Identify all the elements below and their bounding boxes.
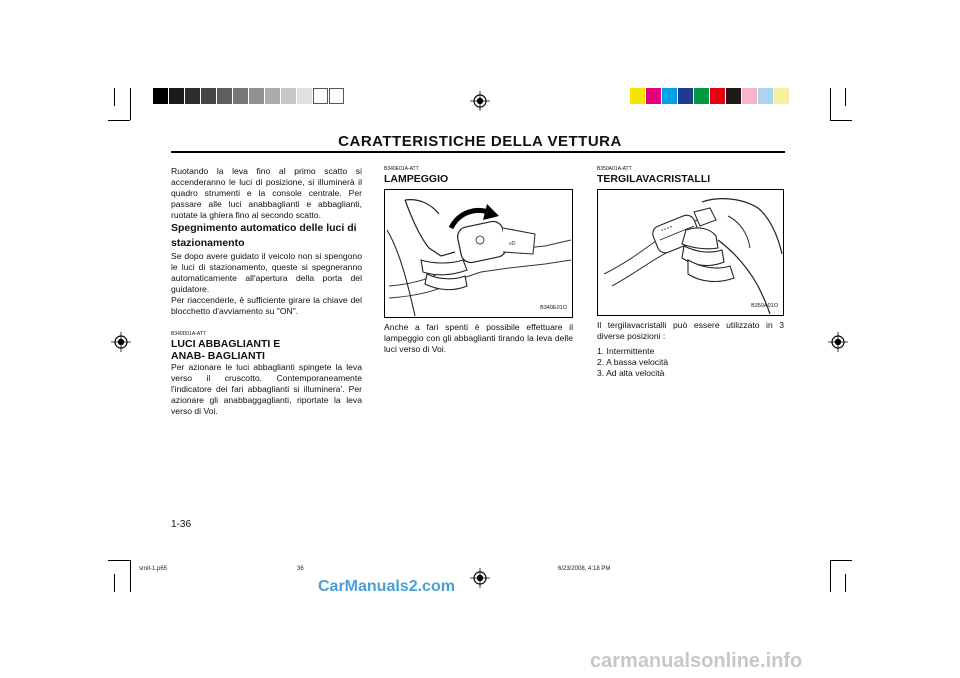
footer-date: 6/23/2008, 4:18 PM: [558, 566, 611, 572]
paragraph: Anche a fari spenti è possibile effettuare il lampeggio con gli abbaglianti tirando la leva delle luci verso di Voi.: [384, 322, 573, 354]
page-title: CARATTERISTICHE DELLA VETTURA: [338, 133, 622, 150]
crop-mark: [108, 560, 130, 561]
left-column: [171, 166, 362, 417]
section-heading: Spegnimento automatico delle luci di stazionamento: [171, 222, 357, 249]
color-swatch: [694, 88, 709, 104]
svg-text:• ▪ ▪ ▪: • ▪ ▪ ▪: [660, 224, 674, 234]
color-swatch: [233, 88, 248, 104]
color-swatch: [646, 88, 661, 104]
crop-mark: [130, 88, 131, 120]
list-item: 1. Intermittente: [597, 346, 655, 356]
watermark-link[interactable]: CarManuals2.com: [318, 578, 455, 595]
color-swatch: [710, 88, 725, 104]
crop-mark: [130, 560, 131, 592]
color-swatch: [774, 88, 789, 104]
color-swatch: [742, 88, 757, 104]
color-swatch: [726, 88, 741, 104]
hand-lever-illustration-icon: [385, 190, 572, 317]
paragraph: Ruotando la leva fino al primo scatto si accenderanno le luci di posizione, si illuminerà il quadro strumenti e la console centrale. Per passare alle luci anabbaglianti e abbaglianti, ruotate la ghiera fino al secondo scatto.: [171, 166, 362, 220]
crop-mark: [830, 560, 852, 561]
color-swatch: [169, 88, 184, 104]
figure-label: B350A01O: [751, 303, 778, 309]
paragraph: Per azionare le luci abbaglianti spingete la leva verso il cruscotto. Contemporaneamente l'indicatore dei fari abbaglianti si illuminera'. Per azionare gli anabbaggaglianti, riportate la leva verso di Voi.: [171, 362, 362, 416]
headlight-flash-figure: [384, 189, 573, 318]
svg-text:≡D: ≡D: [509, 241, 516, 247]
paragraph: Il tergilavacristalli può essere utilizzato in 3 diverse posizioni :: [597, 320, 784, 341]
right-column: [597, 166, 784, 379]
middle-column: [384, 166, 573, 355]
section-heading: LAMPEGGIO: [384, 173, 449, 185]
section-heading: TERGILAVACRISTALLI: [597, 173, 711, 185]
grayscale-color-bar: [153, 88, 345, 104]
color-swatch: [185, 88, 200, 104]
color-swatch: [313, 88, 328, 104]
crop-mark: [114, 88, 115, 106]
paragraph: Per riaccenderle, è sufficiente girare la chiave del blocchetto d'avviamento su "ON".: [171, 295, 362, 316]
header-rule: [171, 151, 785, 153]
color-swatch: [662, 88, 677, 104]
crop-mark: [830, 120, 852, 121]
color-swatch: [630, 88, 645, 104]
registration-mark-icon: [470, 91, 490, 111]
section-code: B340E01A-ATT: [384, 166, 419, 172]
color-swatch: [249, 88, 264, 104]
color-swatch: [153, 88, 168, 104]
color-swatch: [758, 88, 773, 104]
hand-wiper-illustration-icon: [598, 190, 783, 315]
registration-mark-icon: [111, 332, 131, 352]
cmyk-color-bar: [630, 88, 790, 104]
figure-label: B340E01O: [540, 305, 567, 311]
watermark-link[interactable]: carmanualsonline.info: [590, 650, 803, 672]
page-number: 1-36: [171, 519, 192, 530]
color-swatch: [201, 88, 216, 104]
section-code: B350A01A-ATT: [597, 166, 632, 172]
crop-mark: [845, 574, 846, 592]
footer-page: 36: [297, 566, 304, 572]
crop-mark: [845, 88, 846, 106]
color-swatch: [217, 88, 232, 104]
color-swatch: [678, 88, 693, 104]
color-swatch: [297, 88, 312, 104]
crop-mark: [830, 560, 831, 592]
color-swatch: [265, 88, 280, 104]
color-swatch: [329, 88, 344, 104]
list-item: 3. Ad alta velocità: [597, 368, 665, 378]
crop-mark: [830, 88, 831, 120]
list-item: 2. A bassa velocità: [597, 357, 669, 367]
section-heading: LUCI ABBAGLIANTI E ANAB- BAGLIANTI: [171, 338, 281, 362]
wiper-positions-list: [597, 346, 784, 379]
section-code: B340D01A-ATT: [171, 331, 206, 337]
paragraph: Se dopo avere guidato il veicolo non si spengono le luci di stazionamento, queste si spegneranno automaticamente all'apertura della porta del guidatore.: [171, 251, 362, 294]
crop-mark: [108, 120, 130, 121]
registration-mark-icon: [828, 332, 848, 352]
crop-mark: [114, 574, 115, 592]
footer-filename: smit-1.p65: [139, 566, 168, 572]
wiper-lever-figure: [597, 189, 784, 316]
color-swatch: [281, 88, 296, 104]
registration-mark-icon: [470, 568, 490, 588]
